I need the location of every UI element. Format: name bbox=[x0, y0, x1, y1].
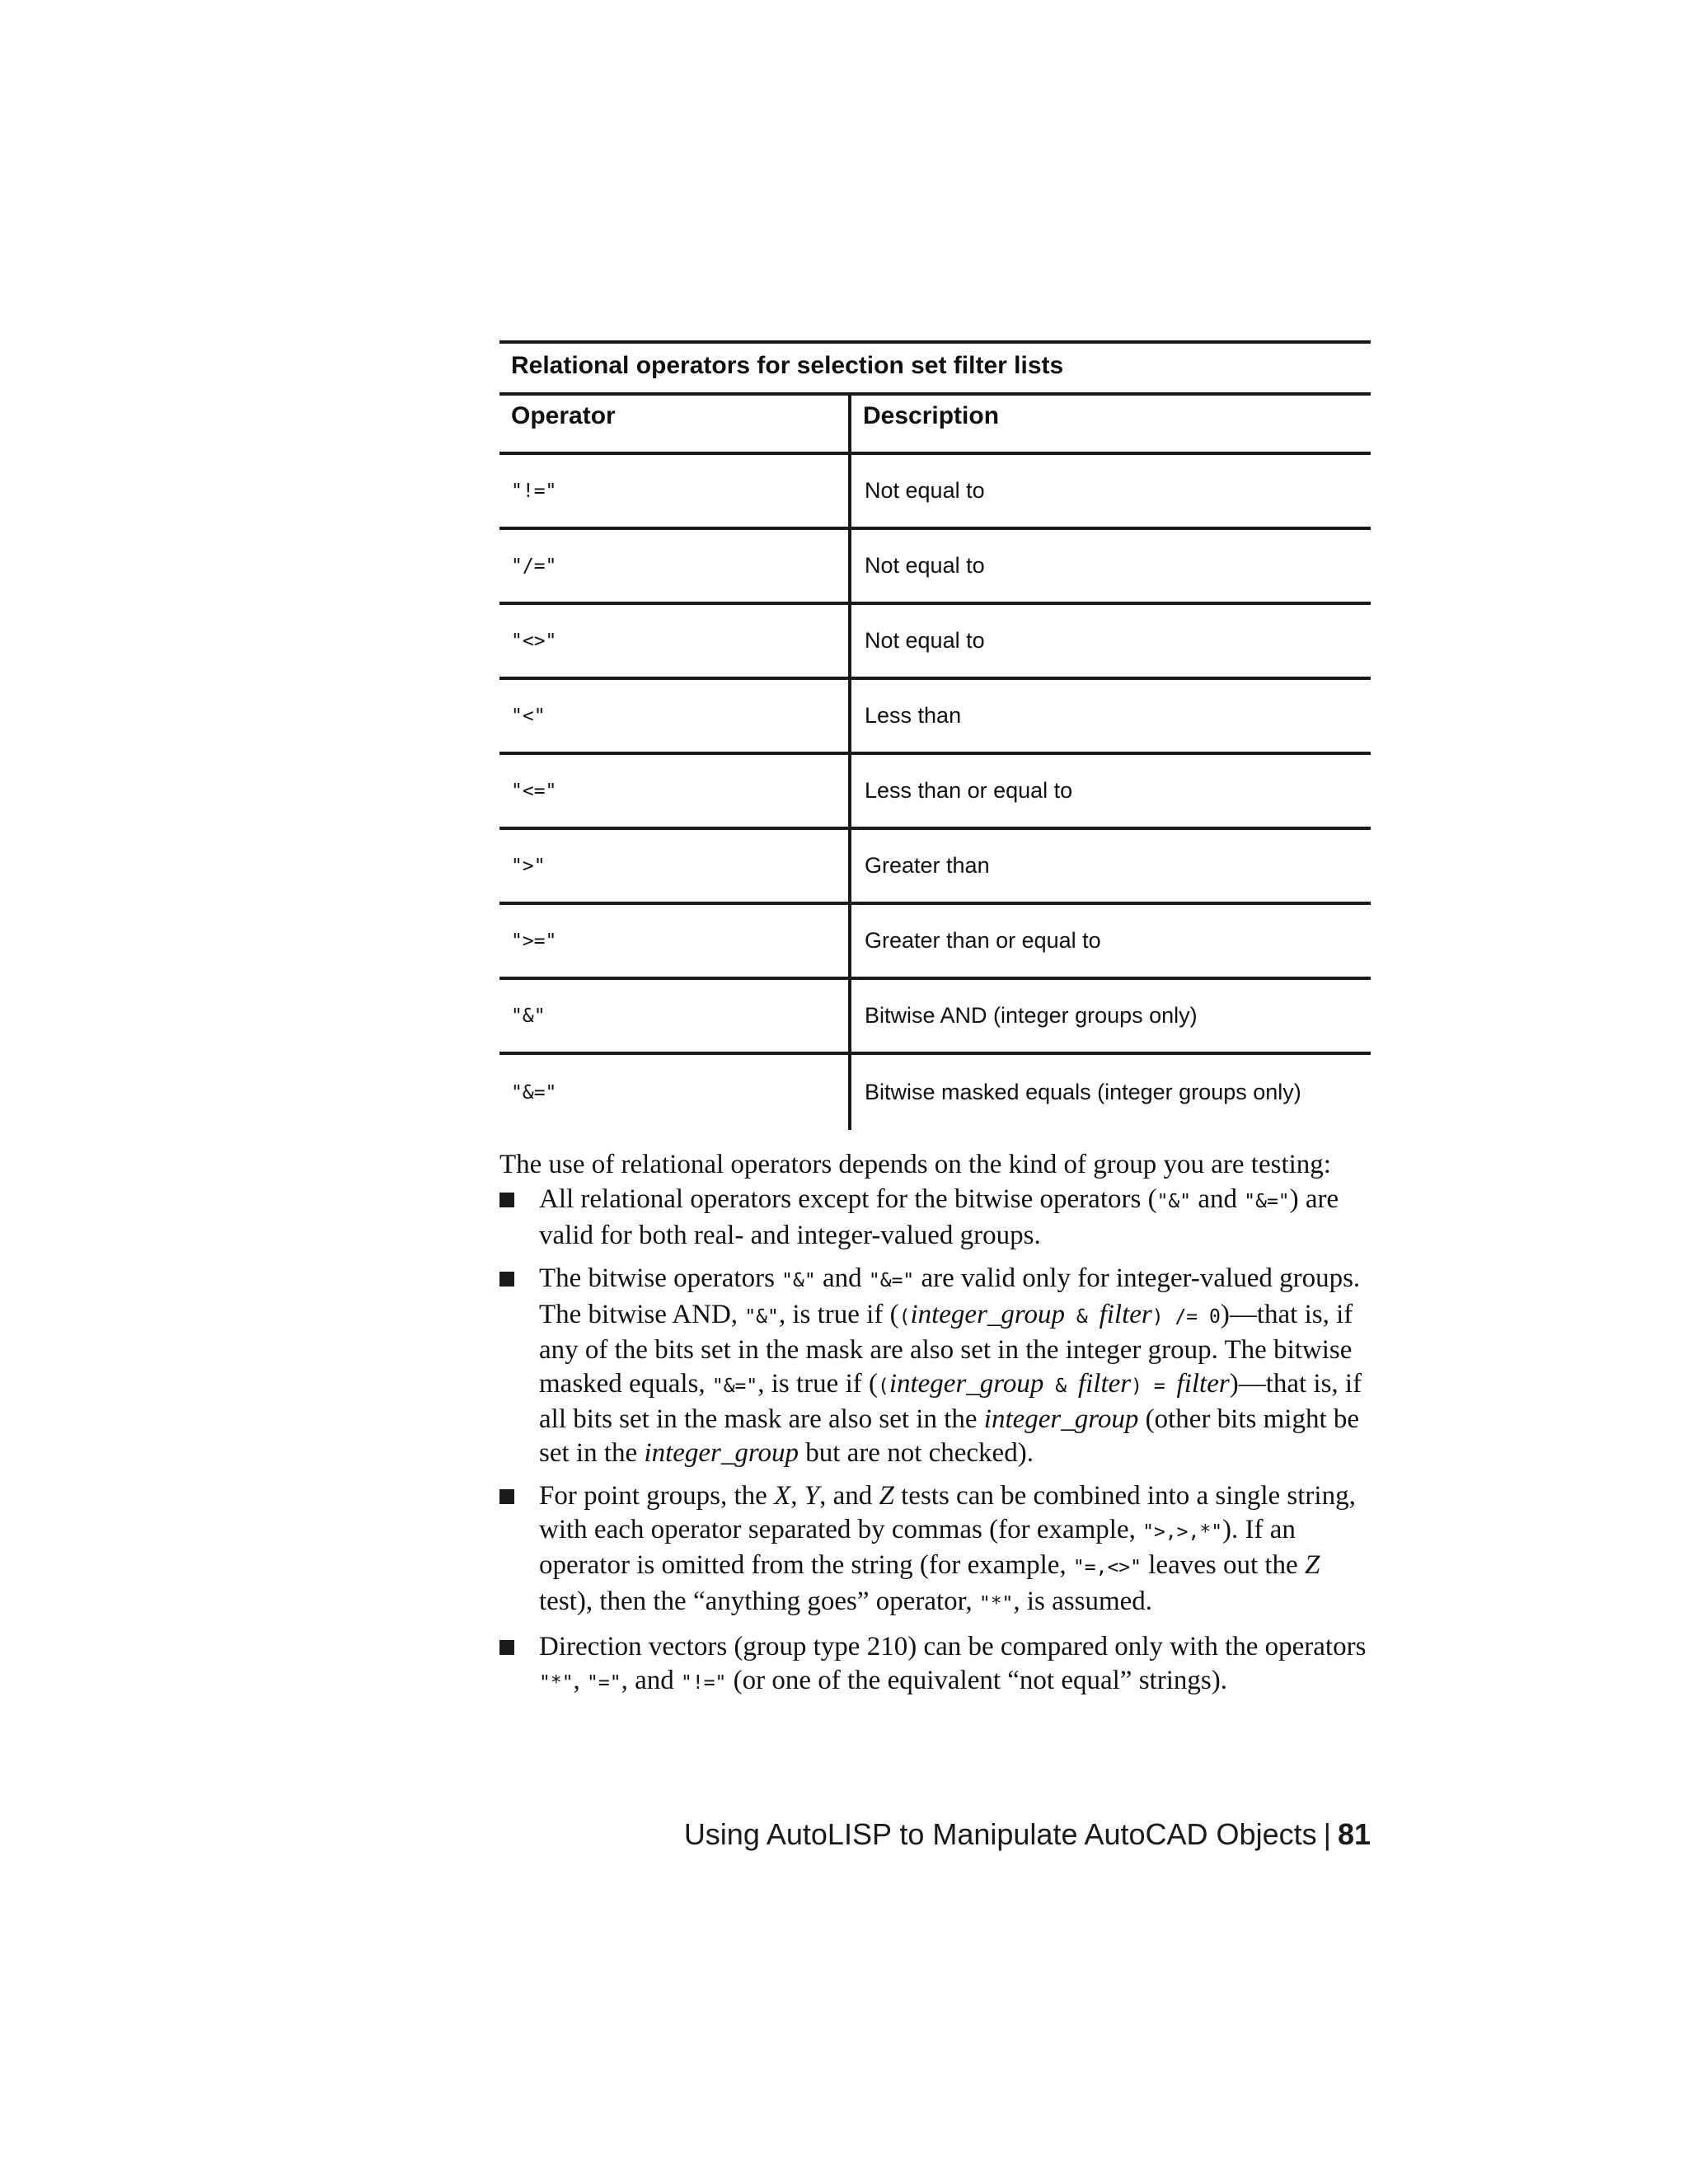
table-row bbox=[499, 905, 1371, 980]
table-row bbox=[499, 530, 1371, 605]
code-run: "&=" bbox=[868, 1270, 915, 1291]
operator-cell: ">=" bbox=[499, 905, 851, 977]
text-run: , and bbox=[819, 1481, 879, 1511]
text-run: , and bbox=[621, 1665, 681, 1695]
text-run: , bbox=[573, 1665, 588, 1695]
header-description: Description bbox=[863, 402, 1000, 429]
description-cell: Greater than or equal to bbox=[865, 928, 1101, 953]
text-run: tests can be combined into a single string, with each operator separated by commas (for example, bbox=[539, 1481, 1356, 1544]
text-run: , bbox=[790, 1481, 804, 1511]
code-run: & bbox=[1043, 1375, 1078, 1397]
code-run: "&=" bbox=[711, 1375, 758, 1397]
text-run: The bitwise operators bbox=[539, 1263, 782, 1293]
table-row bbox=[499, 605, 1371, 680]
code-run: "&" bbox=[1156, 1191, 1192, 1212]
text-run: )—that is, if all bits set in the mask are also set in the bbox=[539, 1368, 1362, 1434]
italic-run: filter bbox=[1077, 1368, 1132, 1399]
code-run: "!=" bbox=[681, 1671, 727, 1694]
text-run: test), then the “anything goes” operator, bbox=[539, 1586, 979, 1616]
description-cell: Not equal to bbox=[865, 478, 985, 503]
table-title: Relational operators for selection set filter lists bbox=[499, 340, 1371, 396]
table-row bbox=[499, 455, 1371, 530]
list-item bbox=[499, 1630, 1371, 1699]
intro-paragraph: The use of relational operators depends on the kind of group you are testing: bbox=[499, 1150, 1331, 1179]
text-run: )—that is, if any of the bits set in the mask are also set in the integer group. The bitwise masked equals, bbox=[539, 1299, 1353, 1399]
header-operator: Operator bbox=[499, 396, 851, 452]
code-run: "&=" bbox=[1244, 1191, 1290, 1212]
italic-run: integer_group bbox=[910, 1299, 1066, 1329]
code-run: "*" bbox=[539, 1671, 574, 1694]
code-run: ( bbox=[877, 1375, 889, 1397]
list-item bbox=[499, 1262, 1371, 1469]
operator-cell: "&=" bbox=[499, 1055, 851, 1130]
list-item bbox=[499, 1479, 1371, 1620]
code-run: "&" bbox=[744, 1305, 779, 1328]
bullet-square-icon bbox=[499, 1640, 514, 1655]
text-run: , is true if ( bbox=[757, 1368, 878, 1399]
text-run: For point groups, the bbox=[539, 1481, 775, 1511]
footer-title: Using AutoLISP to Manipulate AutoCAD Objects bbox=[683, 1817, 1317, 1851]
italic-run: Z bbox=[1304, 1550, 1320, 1580]
operator-cell: ">" bbox=[499, 830, 851, 902]
text-run: and bbox=[815, 1263, 869, 1293]
description-cell: Bitwise masked equals (integer groups only) bbox=[865, 1080, 1301, 1104]
code-run: "*" bbox=[978, 1592, 1014, 1615]
text-run: All relational operators except for the bitwise operators ( bbox=[539, 1184, 1157, 1214]
code-run: & bbox=[1065, 1305, 1100, 1328]
description-cell: Not equal to bbox=[865, 553, 985, 578]
italic-run: integer_group bbox=[889, 1368, 1044, 1399]
operator-cell: "/=" bbox=[499, 530, 851, 602]
italic-run: Y bbox=[804, 1481, 820, 1511]
bullet-square-icon bbox=[499, 1272, 514, 1286]
text-run: are valid only for integer-valued groups. The bitwise AND, bbox=[539, 1263, 1361, 1329]
code-run: ( bbox=[898, 1305, 911, 1328]
table-row bbox=[499, 755, 1371, 830]
italic-run: Z bbox=[879, 1481, 894, 1511]
table-row bbox=[499, 980, 1371, 1055]
description-cell: Not equal to bbox=[865, 628, 985, 653]
table-row bbox=[499, 830, 1371, 905]
italic-run: integer_group bbox=[983, 1404, 1139, 1434]
text-run: ) are valid for both real- and integer-valued groups. bbox=[539, 1184, 1339, 1250]
text-run: and bbox=[1191, 1184, 1245, 1214]
code-run: ) = bbox=[1131, 1375, 1177, 1397]
page-number: 81 bbox=[1337, 1817, 1371, 1851]
text-run: but are not checked). bbox=[799, 1437, 1034, 1468]
list-item bbox=[499, 1183, 1371, 1252]
text-run: leaves out the bbox=[1142, 1550, 1305, 1580]
code-run: "=,<>" bbox=[1072, 1557, 1142, 1578]
text-run: ). If an operator is omitted from the string (for example, bbox=[539, 1514, 1296, 1580]
description-cell: Less than bbox=[865, 703, 962, 728]
page-footer bbox=[684, 1817, 1371, 1852]
italic-run: X bbox=[774, 1481, 791, 1511]
code-run: ) /= 0 bbox=[1151, 1305, 1221, 1328]
table-row bbox=[499, 680, 1371, 755]
bullet-square-icon bbox=[499, 1193, 514, 1207]
description-cell: Greater than bbox=[865, 853, 990, 878]
operator-cell: "<=" bbox=[499, 755, 851, 827]
description-cell: Less than or equal to bbox=[865, 778, 1073, 803]
italic-run: filter bbox=[1099, 1299, 1152, 1329]
code-run: ">,>,*" bbox=[1142, 1521, 1223, 1543]
operator-cell: "&" bbox=[499, 980, 851, 1052]
operator-cell: "!=" bbox=[499, 455, 851, 527]
operator-cell: "<>" bbox=[499, 605, 851, 677]
table-row bbox=[499, 1055, 1371, 1130]
text-run: , is true if ( bbox=[778, 1299, 899, 1329]
description-cell: Bitwise AND (integer groups only) bbox=[865, 1003, 1198, 1028]
italic-run: filter bbox=[1176, 1368, 1230, 1399]
code-run: "=" bbox=[587, 1671, 621, 1694]
footer-separator: | bbox=[1323, 1817, 1331, 1851]
operators-table bbox=[499, 340, 1371, 1130]
text-run: (or one of the equivalent “not equal” strings). bbox=[726, 1665, 1227, 1695]
text-run: (other bits might be set in the bbox=[539, 1404, 1360, 1468]
italic-run: integer_group bbox=[644, 1437, 799, 1468]
text-run: , is assumed. bbox=[1013, 1586, 1153, 1616]
bullet-square-icon bbox=[499, 1489, 514, 1504]
bullet-list bbox=[499, 1183, 1371, 1709]
code-run: "&" bbox=[781, 1270, 816, 1291]
operator-cell: "<" bbox=[499, 680, 851, 752]
table-header-row bbox=[499, 396, 1371, 455]
text-run: Direction vectors (group type 210) can be compared only with the operators bbox=[539, 1632, 1367, 1661]
